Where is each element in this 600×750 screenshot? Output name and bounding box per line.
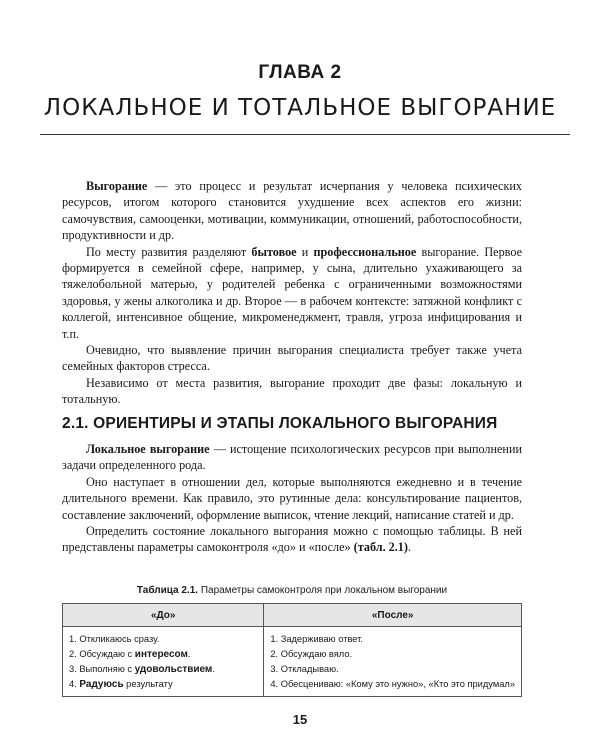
paragraph: Независимо от места развития, выгорание проходит две фазы: локальную и тотальную. xyxy=(62,375,522,407)
column-header-after: «После» xyxy=(264,604,522,627)
paragraph: Очевидно, что выявление причин выгорания специалиста требует также учета семейных факторов стресса. xyxy=(62,343,522,374)
list-item: 3. Откладываю. xyxy=(270,664,339,674)
paragraph: Выгорание — это процесс и результат исчерпания у человека психических ресурсов, итогом которого становится ухудшение всех аспектов его жизни: самочувствия, самооценки, мотивации, коммуникации, отношений, работоспособности, продуктивности и др. xyxy=(62,179,522,243)
list-item: 1. Задерживаю ответ. xyxy=(270,634,363,644)
intro-text xyxy=(62,178,522,408)
chapter-label: ГЛАВА 2 xyxy=(258,62,342,83)
list-item: 3. Выполняю с удовольствием. xyxy=(69,664,215,675)
chapter-title-rule xyxy=(40,134,570,135)
list-item: 1. Откликаюсь сразу. xyxy=(69,634,160,644)
column-header-before: «До» xyxy=(63,604,264,627)
paragraph: По месту развития разделяют бытовое и профессиональное выгорание. Первое формируется в семейной сфере, например, у сына, длительно ухаживающего за тяжелобольной матерью, у родителей ребенка с ограниченными возможностями здоровья, у жены алкоголика и др. Второе — в рабочем контексте: затяжной конфликт с коллегой, интенсивное общение, микроменеджмент, травля, угроза инфицирования и т.п. xyxy=(62,244,523,341)
section-heading: 2.1. ОРИЕНТИРЫ И ЭТАПЫ ЛОКАЛЬНОГО ВЫГОРАНИЯ xyxy=(62,415,498,432)
table-header-row xyxy=(63,604,522,627)
paragraph: Определить состояние локального выгорания можно с помощью таблицы. В ней представлены параметры самоконтроля «до» и «после» (табл. 2.1). xyxy=(62,524,522,555)
section-text xyxy=(62,441,522,556)
self-control-table xyxy=(62,603,522,697)
list-item: 4. Обесцениваю: «Кому это нужно», «Кто это придумал» xyxy=(270,679,515,689)
after-cell xyxy=(264,627,522,697)
page-number: 15 xyxy=(292,712,308,727)
term: профессиональное xyxy=(313,244,417,259)
paragraph: Оно наступает в отношении дел, которые выполняются ежедневно и в течение длительного времени. Как правило, это рутинные дела: консультирование пациентов, составление заключений, оформление выписок, чтение лекций, написание статей и др. xyxy=(62,474,522,522)
before-cell xyxy=(63,627,264,697)
list-item: 4. Радуюсь результату xyxy=(69,679,173,690)
paragraph: Локальное выгорание — истощение психологических ресурсов при выполнении задачи определенного рода. xyxy=(62,442,522,473)
list-item: 2. Обсуждаю вяло. xyxy=(270,649,353,659)
term: Выгорание xyxy=(86,179,148,193)
term: бытовое xyxy=(251,244,297,259)
table-caption: Таблица 2.1. Параметры самоконтроля при локальном выгорании xyxy=(136,585,448,596)
list-item: 2. Обсуждаю с интересом. xyxy=(69,649,191,660)
chapter-title: ЛОКАЛЬНОЕ И ТОТАЛЬНОЕ ВЫГОРАНИЕ xyxy=(43,95,557,121)
table-row xyxy=(63,627,522,697)
table-reference: (табл. 2.1) xyxy=(353,540,408,555)
term: Локальное выгорание xyxy=(86,442,210,456)
